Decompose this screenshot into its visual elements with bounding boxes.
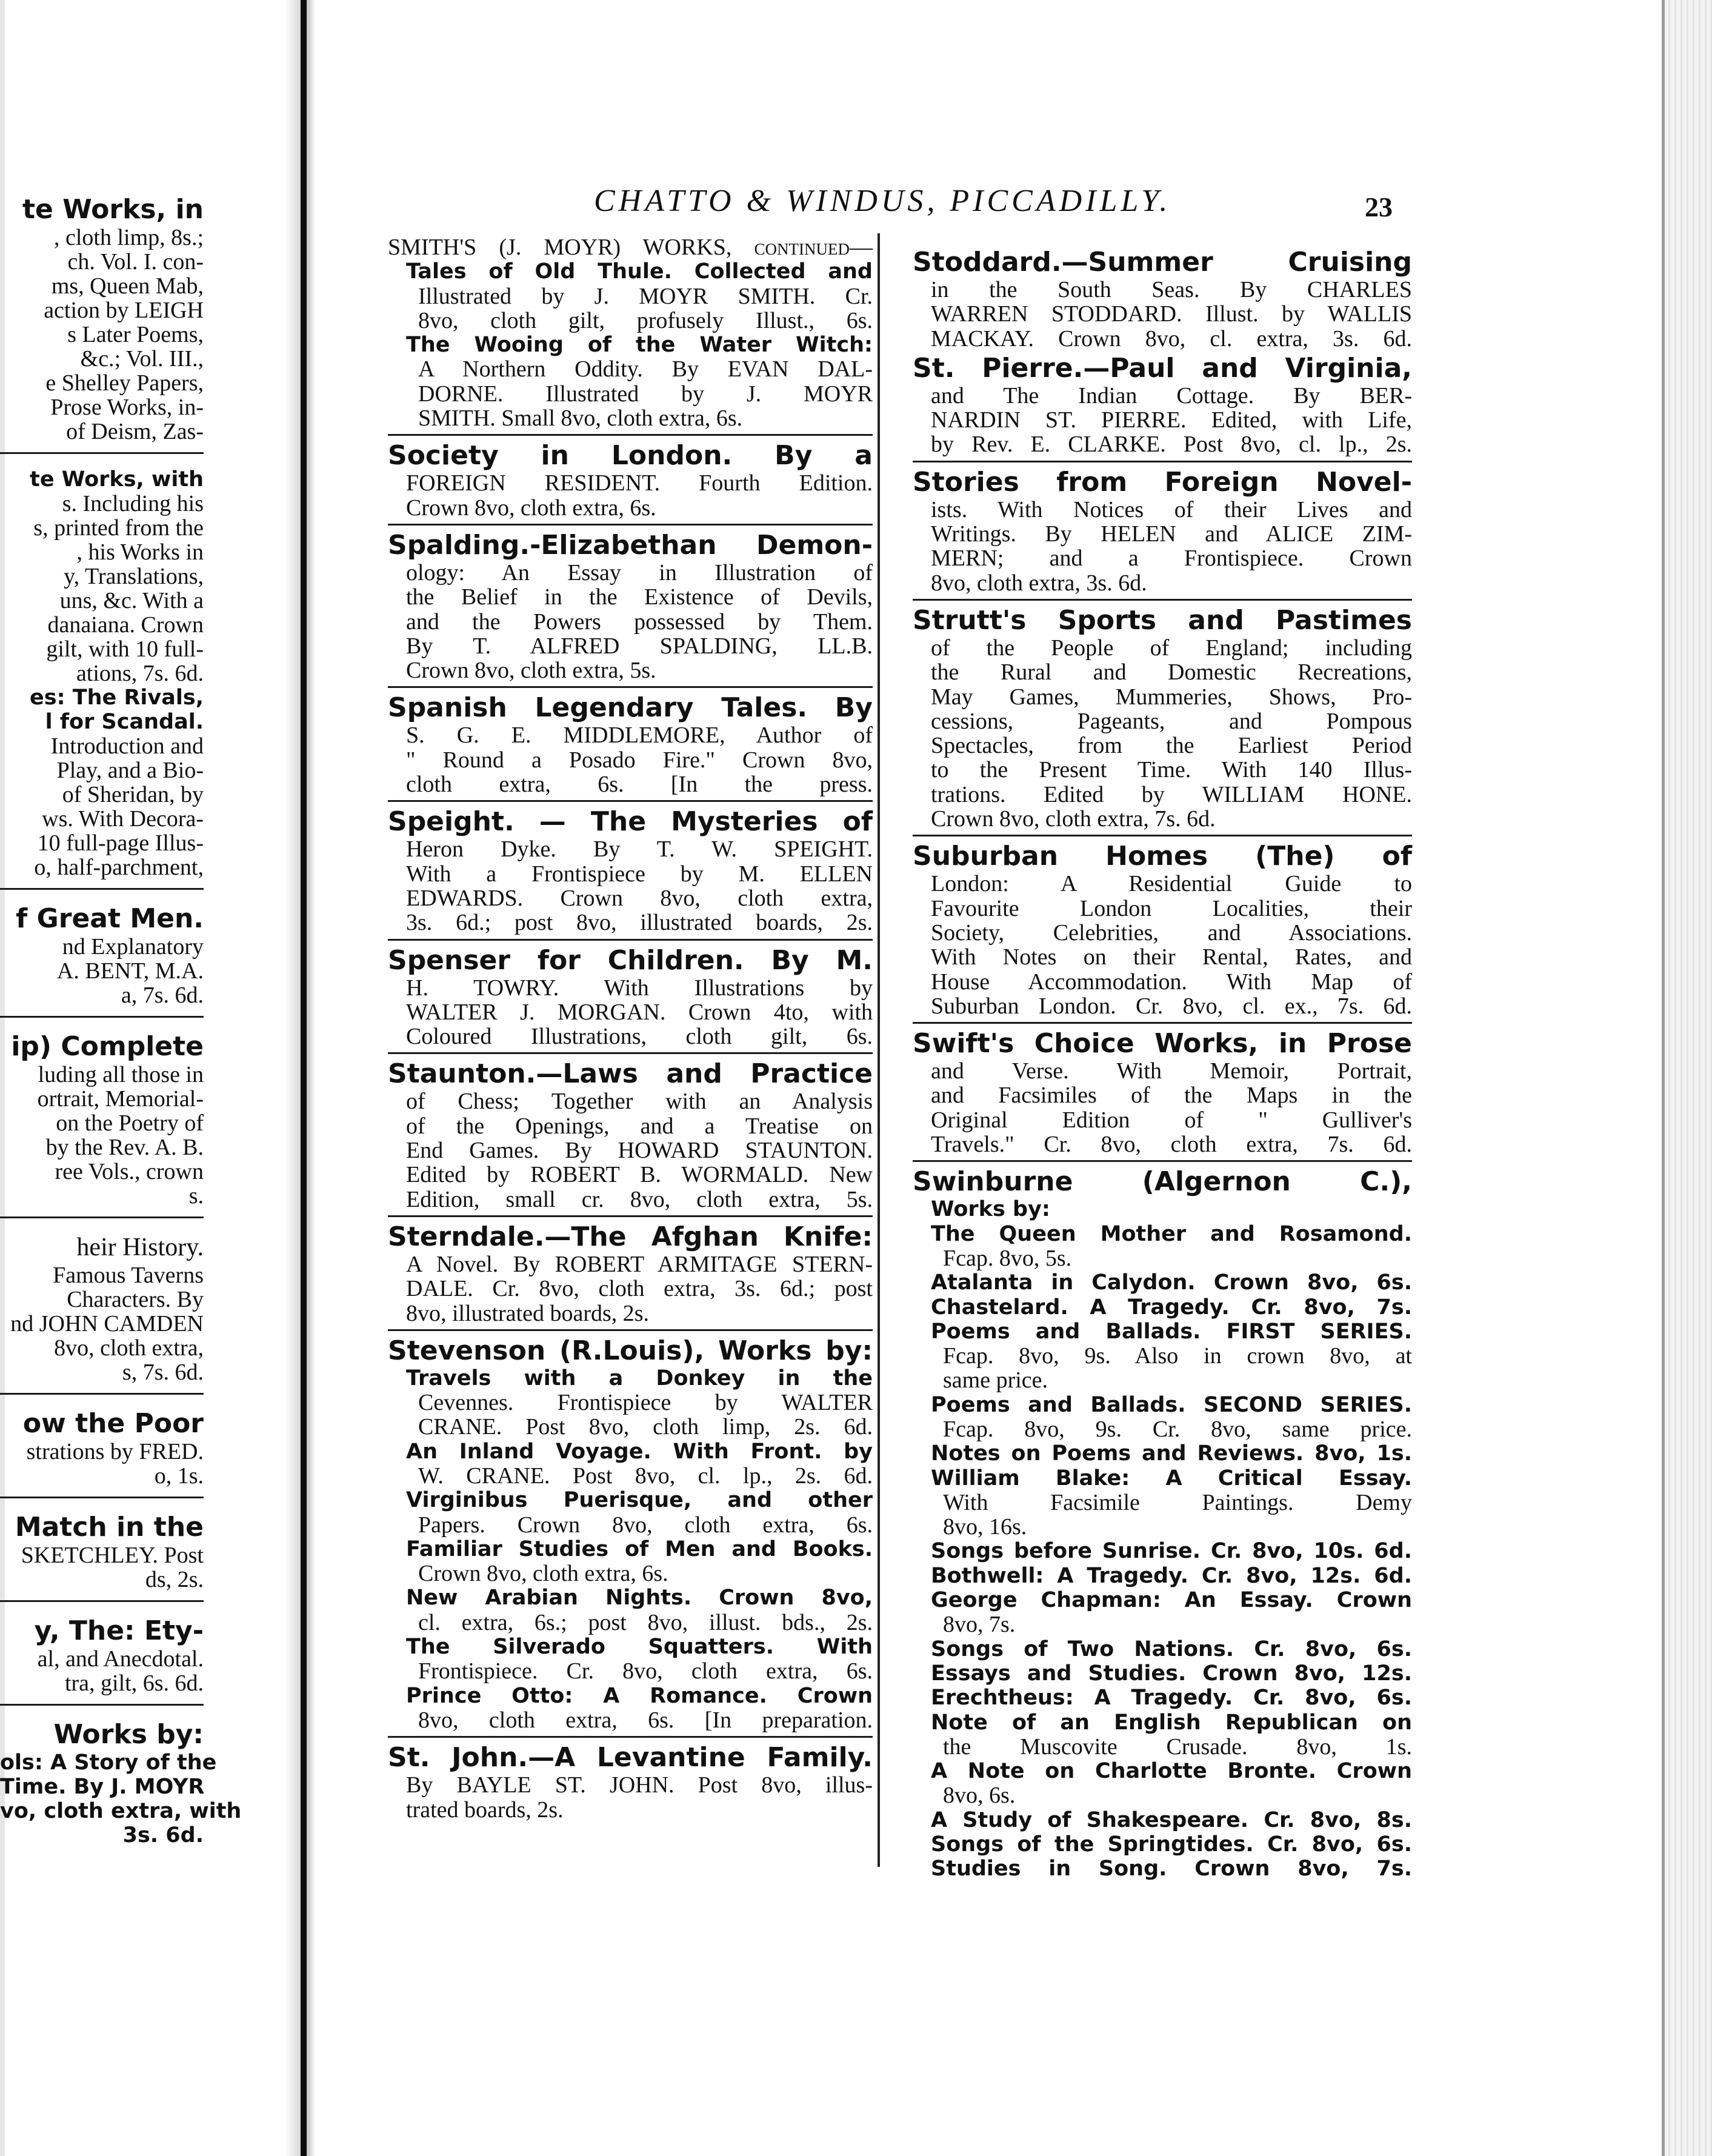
entry-text: NARDIN ST. PIERRE. Edited, with Life, [931, 407, 1412, 433]
entry-text: Favourite London Localities, their [931, 895, 1412, 921]
catalogue-entry [388, 1222, 873, 1331]
fragment-line: A. BENT, M.A. [56, 958, 204, 984]
fragment-line: , his Works in [76, 539, 204, 565]
fragment-line: action by LEIGH [44, 298, 204, 323]
entry-text: ology: An Essay in Illustration of [406, 559, 873, 586]
entry-text: W. CRANE. Post 8vo, cl. lp., 2s. 6d. [418, 1463, 873, 1489]
entry-text: 8vo, illustrated boards, 2s. [406, 1300, 650, 1326]
catalogue-entry [913, 353, 1412, 462]
entry-text: Travels." Cr. 8vo, cloth extra, 7s. 6d. [931, 1132, 1412, 1158]
fragment-line: Characters. By [67, 1287, 204, 1312]
fragment-line: y, Translations, [64, 564, 204, 589]
fragment-line: al, and Anecdotal. [37, 1646, 204, 1672]
catalogue-entry [388, 235, 873, 436]
entry-text: Crown 8vo, cloth extra, 7s. 6d. [931, 806, 1216, 832]
entry-text: Fcap. 8vo, 9s. Also in crown 8vo, at [943, 1343, 1412, 1369]
fragment-line: ip) Complete [11, 1031, 204, 1062]
entry-text: Original Edition of " Gulliver's [931, 1107, 1412, 1133]
fragment-line: s. [188, 1183, 204, 1209]
fragment-line: uns, &c. With a [59, 588, 204, 613]
entry-text: Heron Dyke. By T. W. SPEIGHT. [406, 836, 873, 863]
entry-text: and The Indian Cottage. By BER- [931, 382, 1412, 409]
page-stack-edge [1662, 0, 1712, 2156]
entry-title: Songs of Two Nations. Cr. 8vo, 6s. [931, 1637, 1412, 1661]
facing-page-fragment [0, 194, 242, 1891]
entry-title: Familiar Studies of Men and Books. [406, 1537, 873, 1561]
entry-heading: Swinburne (Algernon C.), [913, 1166, 1412, 1198]
catalogue-entry [913, 467, 1412, 601]
entry-text: 8vo, cloth extra, 6s. [In preparation. [418, 1707, 873, 1733]
entry-text: Coloured Illustrations, cloth gilt, 6s. [406, 1024, 873, 1050]
column-divider [878, 233, 880, 1867]
entry-text: House Accommodation. With Map of [931, 969, 1412, 995]
entry-text: and the Powers possessed by Them. [406, 609, 873, 635]
entry-text: A Novel. By ROBERT ARMITAGE STERN- [406, 1251, 873, 1277]
fragment-line: ch. Vol. I. con- [67, 249, 204, 275]
fragment-rule [0, 1600, 204, 1602]
fragment-line: te Works, in [22, 194, 204, 225]
entry-text: ists. With Notices of their Lives and [931, 496, 1412, 522]
entry-title: A Study of Shakespeare. Cr. 8vo, 8s. [931, 1807, 1412, 1832]
entry-title: Songs of the Springtides. Cr. 8vo, 6s. [931, 1832, 1412, 1857]
entry-text: Papers. Crown 8vo, cloth extra, 6s. [418, 1512, 873, 1538]
running-head: CHATTO & WINDUS, PICCADILLY. [594, 184, 1171, 218]
fragment-line: ortrait, Memorial- [37, 1086, 204, 1112]
entry-text: in the South Seas. By CHARLES [931, 277, 1412, 302]
entry-heading: Stevenson (R.Louis), Works by: [388, 1335, 873, 1366]
fragment-line: Match in the [15, 1512, 204, 1543]
entry-text: Fcap. 8vo, 9s. Cr. 8vo, same price. [943, 1416, 1412, 1442]
entry-heading: Swift's Choice Works, in Prose [913, 1028, 1412, 1060]
entry-heading: Staunton.—Laws and Practice [388, 1058, 873, 1090]
entry-title: Notes on Poems and Reviews. 8vo, 1s. [931, 1441, 1412, 1466]
entry-title: Essays and Studies. Crown 8vo, 12s. [931, 1661, 1412, 1686]
entry-text: 8vo, 6s. [943, 1783, 1016, 1809]
entry-text: the Belief in the Existence of Devils, [406, 584, 873, 610]
entry-text: With a Frontispiece by M. ELLEN [406, 861, 873, 887]
fragment-line: ree Vols., crown [55, 1159, 204, 1184]
entry-text: WARREN STODDARD. Illust. by WALLIS [931, 301, 1412, 327]
entry-text: MACKAY. Crown 8vo, cl. extra, 3s. 6d. [931, 325, 1412, 352]
fragment-line: of Deism, Zas- [66, 419, 204, 444]
catalogue-entry [913, 606, 1412, 836]
fragment-line: s Later Poems, [67, 322, 204, 347]
entry-heading: Spanish Legendary Tales. By [388, 692, 873, 724]
fragment-line: e Shelley Papers, [45, 370, 204, 396]
entry-text: MERN; and a Frontispiece. Crown [931, 546, 1412, 572]
entry-text: cessions, Pageants, and Pompous [931, 708, 1412, 734]
catalogue-entry [913, 247, 1412, 353]
catalogue-entry [913, 841, 1412, 1024]
entry-text: Edited by ROBERT B. WORMALD. New [406, 1162, 873, 1188]
entry-text: trations. Edited by WILLIAM HONE. [931, 781, 1412, 807]
fragment-rule [0, 1497, 204, 1498]
catalogue-entry [913, 1167, 1412, 1883]
fragment-line: Introduction and [50, 733, 204, 759]
entry-title: A Note on Charlotte Bronte. Crown [931, 1759, 1412, 1784]
entry-text: Cevennes. Frontispiece by WALTER [418, 1390, 873, 1416]
entry-heading: Society in London. By a [388, 440, 873, 472]
fragment-line: heir History. [76, 1233, 204, 1261]
entry-text: Society, Celebrities, and Associations. [931, 919, 1412, 946]
catalogue-entry [388, 1743, 873, 1824]
left-column [388, 235, 873, 1824]
entry-heading: Spenser for Children. By M. [388, 944, 873, 976]
entry-text: and Verse. With Memoir, Portrait, [931, 1058, 1412, 1084]
fragment-line: nd JOHN CAMDEN [10, 1311, 204, 1337]
entry-text: DALE. Cr. 8vo, cloth extra, 3s. 6d.; post [406, 1276, 873, 1302]
entry-text: 8vo, cloth extra, 3s. 6d. [931, 570, 1147, 596]
fragment-line: luding all those in [38, 1062, 204, 1087]
fragment-rule [0, 1704, 204, 1706]
entry-text: With Notes on their Rental, Rates, and [931, 944, 1412, 970]
entry-text: CRANE. Post 8vo, cloth limp, 2s. 6d. [418, 1414, 873, 1440]
entry-title: Bothwell: A Tragedy. Cr. 8vo, 12s. 6d. [931, 1563, 1412, 1588]
fragment-rule [0, 1393, 204, 1395]
entry-text: WALTER J. MORGAN. Crown 4to, with [406, 999, 873, 1025]
fragment-line: ds, 2s. [145, 1567, 204, 1592]
catalogue-entry [388, 530, 873, 688]
fragment-line: ms, Queen Mab, [51, 273, 204, 299]
gutter-shade [285, 0, 301, 2156]
entry-text: the Rural and Domestic Recreations, [931, 659, 1412, 686]
entry-text: cl. extra, 6s.; post 8vo, illust. bds., 2s. [418, 1609, 873, 1635]
entry-text: same price. [943, 1367, 1048, 1393]
entry-text: Crown 8vo, cloth extra, 6s. [418, 1561, 668, 1587]
entry-text: to the Present Time. With 140 Illus- [931, 757, 1412, 783]
entry-title: Prince Otto: A Romance. Crown [406, 1683, 873, 1708]
fragment-rule [0, 1217, 204, 1218]
fragment-line: ow the Poor [22, 1408, 204, 1439]
page-shadow [307, 0, 315, 2156]
fragment-line: 8vo, cloth extra, [54, 1335, 204, 1361]
entry-text: By T. ALFRED SPALDING, LL.B. [406, 633, 873, 659]
entry-text: H. TOWRY. With Illustrations by [406, 975, 873, 1001]
catalogue-entry [388, 946, 873, 1055]
fragment-line: nd Explanatory [62, 934, 204, 960]
fragment-line: 10 full-page Illus- [37, 830, 204, 856]
fragment-line: Time. By J. MOYR [0, 1775, 205, 1799]
fragment-line: s, 7s. 6d. [122, 1360, 204, 1385]
entry-title: An Inland Voyage. With Front. by [406, 1439, 873, 1464]
fragment-rule [0, 888, 204, 890]
entry-text: EDWARDS. Crown 8vo, cloth extra, [406, 885, 873, 911]
fragment-line: s, printed from the [33, 515, 204, 541]
entry-text: Suburban London. Cr. 8vo, cl. ex., 7s. 6d. [931, 993, 1412, 1019]
fragment-line: Famous Taverns [53, 1263, 204, 1288]
fragment-rule [0, 452, 204, 454]
fragment-line: on the Poetry of [56, 1110, 204, 1136]
page-number: 23 [1365, 192, 1393, 222]
fragment-line: Works by: [53, 1719, 204, 1750]
entry-title: Virginibus Puerisque, and other [406, 1488, 873, 1513]
fragment-line: l for Scandal. [45, 710, 204, 734]
entry-text: 3s. 6d.; post 8vo, illustrated boards, 2s. [406, 910, 873, 936]
fragment-line: a, 7s. 6d. [121, 983, 204, 1008]
entry-heading: Stoddard.—Summer Cruising [913, 247, 1412, 278]
entry-text: Crown 8vo, cloth extra, 6s. [406, 495, 656, 521]
catalogue-entry [388, 1059, 873, 1217]
entry-heading: Speight. — The Mysteries of [388, 806, 873, 838]
entry-text: of the People of England; including [931, 635, 1412, 661]
fragment-line: ws. With Decora- [42, 806, 204, 832]
entry-title: The Queen Mother and Rosamond. [931, 1221, 1412, 1246]
entry-heading: Spalding.-Elizabethan Demon- [388, 529, 873, 561]
entry-heading: Strutt's Sports and Pastimes [913, 604, 1412, 636]
entry-text: Writings. By HELEN and ALICE ZIM- [931, 521, 1412, 547]
entry-text: the Muscovite Crusade. 8vo, 1s. [943, 1734, 1412, 1760]
entry-heading: Stories from Foreign Novel- [913, 466, 1412, 498]
catalogue-entry [913, 1029, 1412, 1162]
entry-text: cloth extra, 6s. [In the press. [406, 772, 873, 798]
entry-text: S. G. E. MIDDLEMORE, Author of [406, 723, 873, 749]
catalogue-entry [388, 441, 873, 526]
entry-text: DORNE. Illustrated by J. MOYR [418, 381, 873, 407]
entry-text: FOREIGN RESIDENT. Fourth Edition. [406, 470, 873, 496]
entry-heading: Sterndale.—The Afghan Knife: [388, 1221, 873, 1252]
entry-text: of the Openings, and a Treatise on [406, 1113, 873, 1139]
entry-text: Fcap. 8vo, 5s. [943, 1245, 1072, 1271]
entry-text: Crown 8vo, cloth extra, 5s. [406, 658, 656, 684]
entry-title: The Wooing of the Water Witch: [406, 333, 873, 358]
entry-title: Studies in Song. Crown 8vo, 7s. [931, 1857, 1412, 1881]
entry-title: Chastelard. A Tragedy. Cr. 8vo, 7s. [931, 1295, 1412, 1320]
fragment-line: of Sheridan, by [62, 782, 204, 807]
entry-text: 8vo, 16s. [943, 1514, 1027, 1540]
entry-text: May Games, Mummeries, Shows, Pro- [931, 684, 1412, 710]
fragment-line: , cloth limp, 8s.; [54, 225, 204, 250]
entry-title: Works by: [931, 1197, 1050, 1222]
entry-text: Edition, small cr. 8vo, cloth extra, 5s. [406, 1186, 873, 1212]
entry-text: trated boards, 2s. [406, 1797, 564, 1823]
entry-text: Illustrated by J. MOYR SMITH. Cr. [418, 283, 873, 309]
entry-text: Spectacles, from the Earliest Period [931, 733, 1412, 759]
entry-text: SMITH. Small 8vo, cloth extra, 6s. [418, 406, 743, 432]
entry-title: George Chapman: An Essay. Crown [931, 1588, 1412, 1613]
fragment-line: s. Including his [62, 491, 204, 516]
entry-title: Poems and Ballads. SECOND SERIES. [931, 1392, 1412, 1417]
entry-title: Atalanta in Calydon. Crown 8vo, 6s. [931, 1270, 1412, 1295]
entry-heading: St. Pierre.—Paul and Virginia, [913, 352, 1412, 384]
entry-text: of Chess; Together with an Analysis [406, 1089, 873, 1115]
fragment-line: y, The: Ety- [34, 1615, 204, 1646]
entry-title: Travels with a Donkey in the [406, 1366, 873, 1390]
book-gutter [301, 0, 307, 2156]
fragment-line: &c.; Vol. III., [80, 346, 204, 372]
entry-text: Frontispiece. Cr. 8vo, cloth extra, 6s. [418, 1658, 873, 1684]
entry-text: SMITH'S (J. MOYR) WORKS, continued— [388, 235, 873, 260]
entry-text: With Facsimile Paintings. Demy [943, 1489, 1412, 1515]
fragment-line: o, 1s. [154, 1463, 204, 1489]
entry-title: Note of an English Republican on [931, 1710, 1412, 1735]
entry-text: by Rev. E. CLARKE. Post 8vo, cl. lp., 2s. [931, 432, 1412, 458]
fragment-line: f Great Men. [16, 903, 204, 934]
fragment-line: 3s. 6d. [122, 1823, 204, 1847]
entry-heading: St. John.—A Levantine Family. [388, 1742, 873, 1774]
entry-heading: Suburban Homes (The) of [913, 841, 1412, 872]
fragment-line: by the Rev. A. B. [45, 1135, 204, 1160]
entry-title: The Silverado Squatters. With [406, 1635, 873, 1660]
fragment-line: tra, gilt, 6s. 6d. [64, 1670, 204, 1696]
fragment-line: Play, and a Bio- [56, 758, 204, 783]
catalogue-entry [388, 1336, 873, 1738]
catalogue-entry [388, 807, 873, 940]
fragment-line: strations by FRED. [26, 1439, 204, 1464]
entry-text: 8vo, 7s. [943, 1612, 1016, 1638]
right-column [913, 247, 1412, 1884]
entry-title: Poems and Ballads. FIRST SERIES. [931, 1319, 1412, 1344]
entry-text: 8vo, cloth gilt, profusely Illust., 6s. [418, 307, 873, 333]
catalogue-entry [388, 693, 873, 802]
fragment-line: ations, 7s. 6d. [76, 661, 204, 686]
fragment-line: Prose Works, in- [50, 395, 204, 420]
entry-title: Songs before Sunrise. Cr. 8vo, 10s. 6d. [931, 1539, 1412, 1564]
fragment-line: gilt, with 10 full- [46, 636, 204, 662]
fragment-line: es: The Rivals, [30, 686, 204, 710]
fragment-line: danaiana. Crown [47, 612, 204, 638]
fragment-line: SKETCHLEY. Post [21, 1543, 204, 1568]
fragment-line: vo, cloth extra, with [0, 1799, 242, 1823]
entry-text: By BAYLE ST. JOHN. Post 8vo, illus- [406, 1772, 873, 1798]
fragment-line: o, half-parchment, [34, 855, 204, 880]
entry-text: End Games. By HOWARD STAUNTON. [406, 1138, 873, 1164]
entry-title: Tales of Old Thule. Collected and [406, 259, 873, 284]
entry-text: and Facsimiles of the Maps in the [931, 1083, 1412, 1109]
entry-title: William Blake: A Critical Essay. [931, 1466, 1412, 1490]
entry-text: London: A Residential Guide to [931, 871, 1412, 897]
entry-text: A Northern Oddity. By EVAN DAL- [418, 356, 873, 382]
entry-title: Erechtheus: A Tragedy. Cr. 8vo, 6s. [931, 1686, 1412, 1710]
entry-title: New Arabian Nights. Crown 8vo, [406, 1586, 873, 1610]
fragment-rule [0, 1016, 204, 1018]
fragment-line: te Works, with [30, 467, 204, 492]
entry-text: " Round a Posado Fire." Crown 8vo, [406, 747, 873, 773]
fragment-line: ols: A Story of the [0, 1750, 217, 1775]
